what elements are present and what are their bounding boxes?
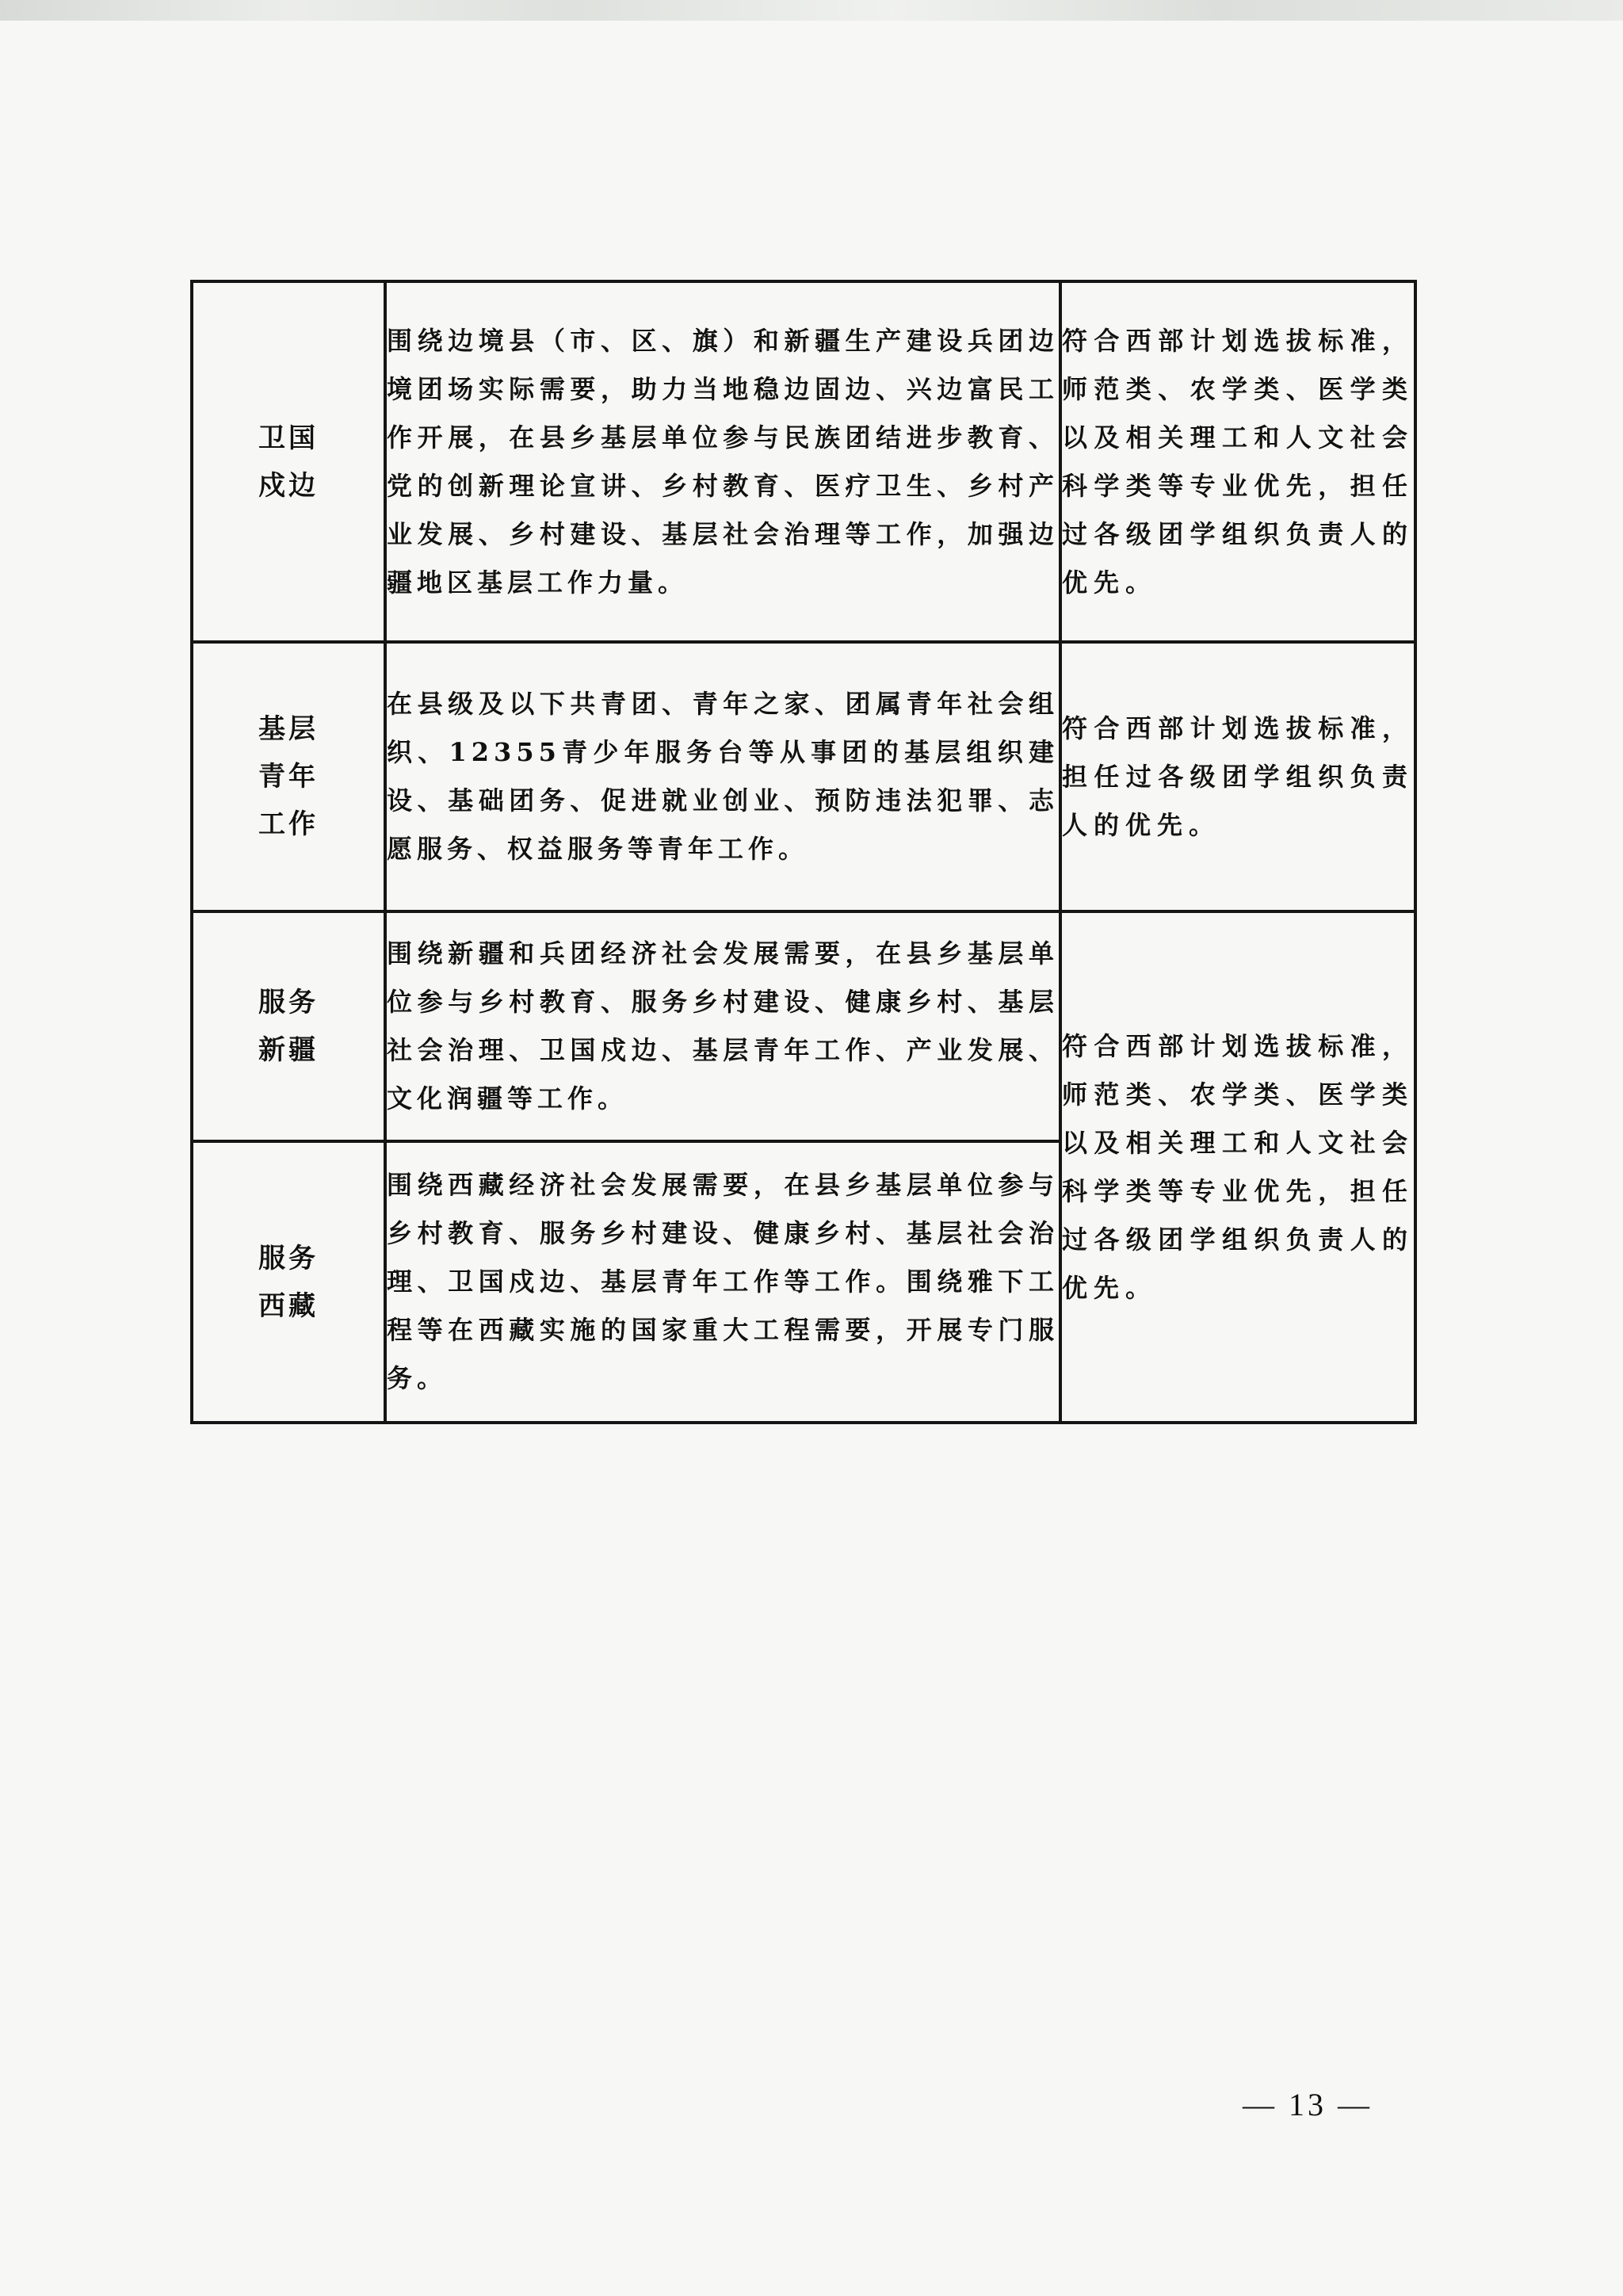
project-name: 服务西藏 [258, 1242, 319, 1322]
table-row [192, 911, 1415, 1141]
project-name-cell [192, 642, 385, 911]
project-name: 服务新疆 [258, 987, 319, 1066]
project-requirement: 符合西部计划选拔标准，师范类、农学类、医学类以及相关理工和人文社会科学类等专业优先，担任过各级团学组织负责人的优先。 [1060, 911, 1415, 1423]
project-name: 基层青年工作 [258, 713, 319, 840]
project-description: 在县级及以下共青团、青年之家、团属青年社会组织、12355青少年服务台等从事团的基层组织建设、基础团务、促进就业创业、预防违法犯罪、志愿服务、权益服务等青年工作。 [385, 642, 1060, 911]
project-requirement: 符合西部计划选拔标准，师范类、农学类、医学类以及相关理工和人文社会科学类等专业优先，担任过各级团学组织负责人的优先。 [1060, 281, 1415, 642]
project-description: 围绕边境县（市、区、旗）和新疆生产建设兵团边境团场实际需要，助力当地稳边固边、兴边富民工作开展，在县乡基层单位参与民族团结进步教育、党的创新理论宣讲、乡村教育、医疗卫生、乡村产业发展、乡村建设、基层社会治理等工作，加强边疆地区基层工作力量。 [385, 281, 1060, 642]
project-name-cell [192, 281, 385, 642]
table-row [192, 642, 1415, 911]
project-name-cell [192, 1141, 385, 1423]
scan-top-edge [0, 0, 1623, 21]
page-number: — 13 — [1243, 2087, 1373, 2122]
project-table [190, 280, 1417, 1424]
project-requirement: 符合西部计划选拔标准，担任过各级团学组织负责人的优先。 [1060, 642, 1415, 911]
project-name: 卫国戍边 [258, 422, 319, 502]
table-row [192, 281, 1415, 642]
project-name-cell [192, 911, 385, 1141]
project-description: 围绕新疆和兵团经济社会发展需要，在县乡基层单位参与乡村教育、服务乡村建设、健康乡村、基层社会治理、卫国戍边、基层青年工作、产业发展、文化润疆等工作。 [385, 911, 1060, 1141]
project-description: 围绕西藏经济社会发展需要，在县乡基层单位参与乡村教育、服务乡村建设、健康乡村、基层社会治理、卫国戍边、基层青年工作等工作。围绕雅下工程等在西藏实施的国家重大工程需要，开展专门服务。 [385, 1141, 1060, 1423]
